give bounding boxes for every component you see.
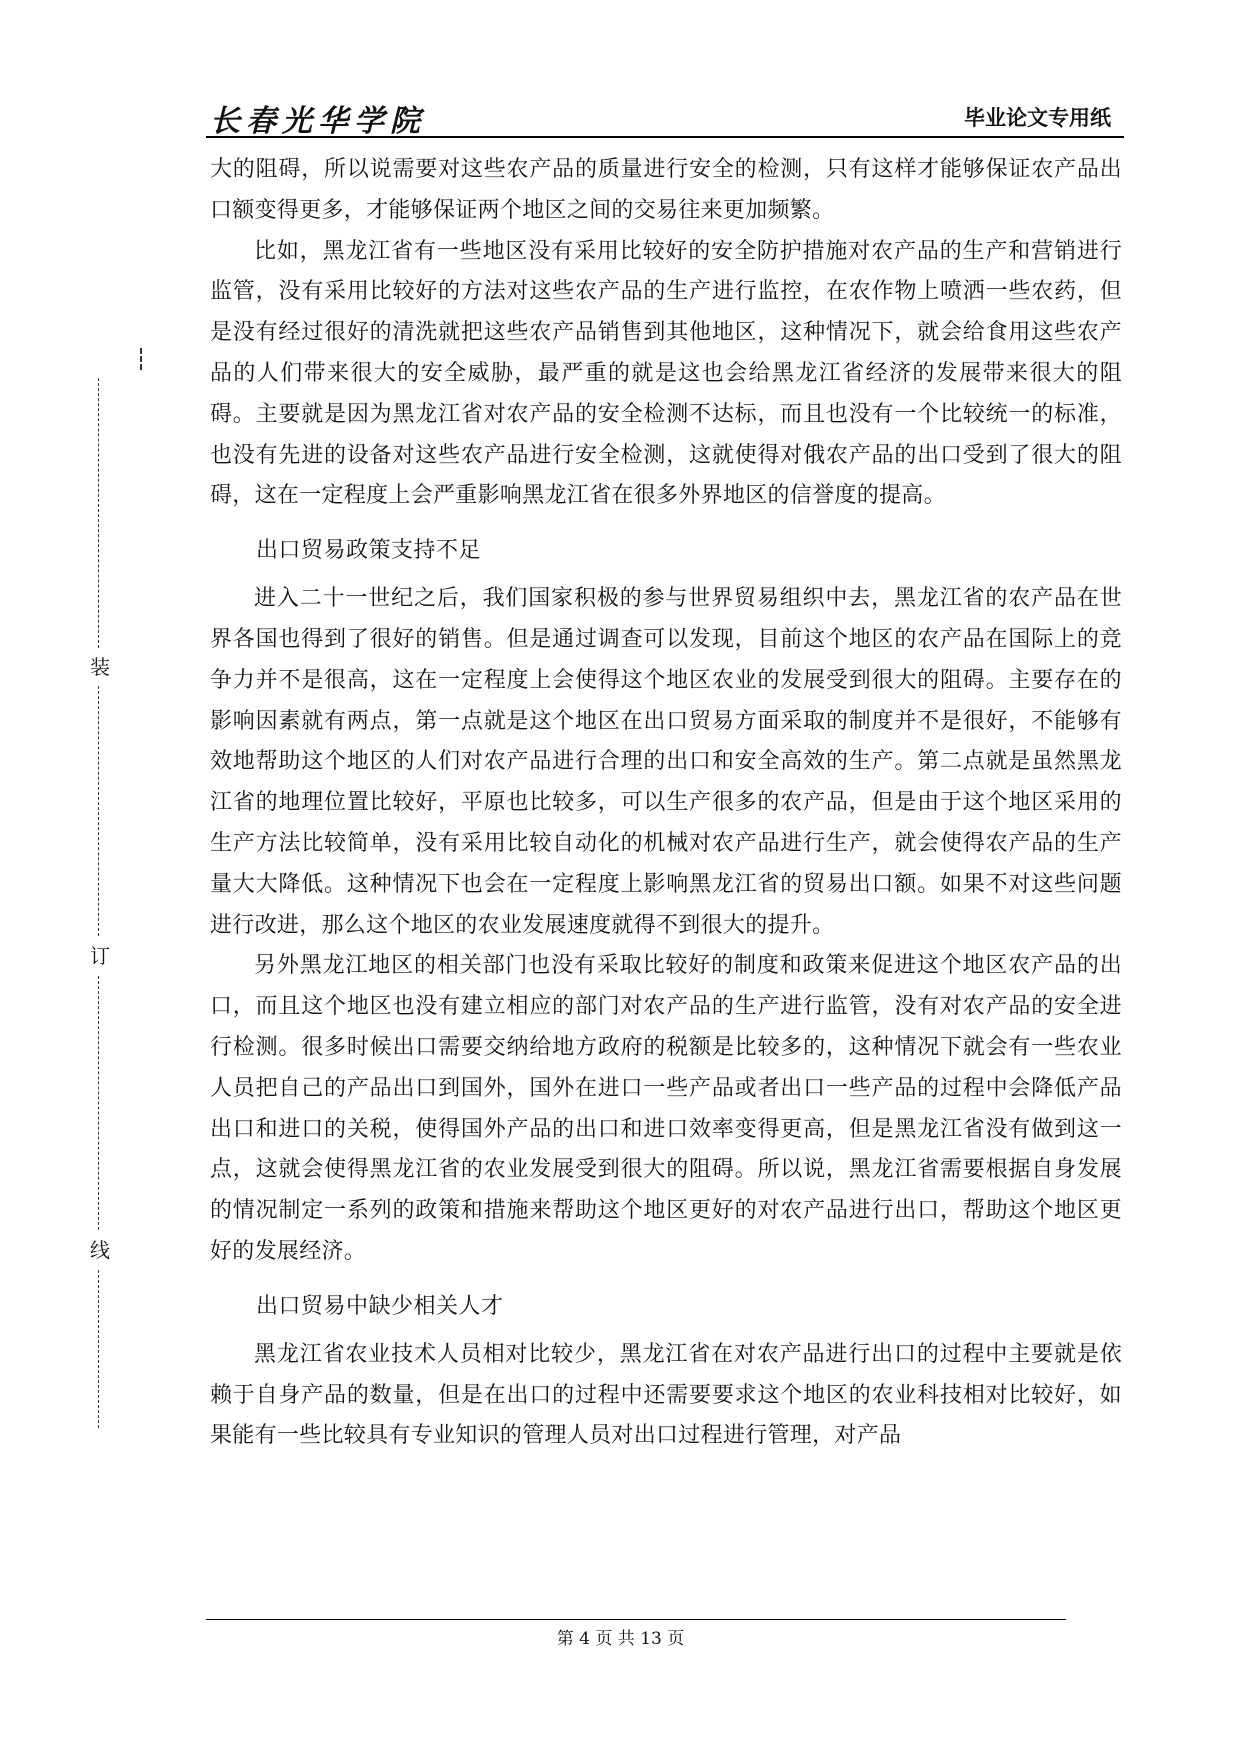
binding-mark-top — [140, 348, 142, 370]
school-logo-text: 长春光华学院 — [210, 104, 426, 139]
paragraph-1: 大的阻碍，所以说需要对这些农产品的质量进行安全的检测，只有这样才能够保证农产品出口额变得更多，才能够保证两个地区之间的交易往来更加频繁。 — [210, 157, 1122, 223]
paragraph-3: 进入二十一世纪之后，我们国家积极的参与世界贸易组织中去，黑龙江省的农产品在世界各国也得到了很好的销售。但是通过调查可以发现，目前这个地区的农产品在国际上的竞争力并不是很高，这在一定程度上会使得这个地区农业的发展受到很大的阻碍。主要存在的影响因素就有两点，第一点就是这个地区在出口贸易方面采取的制度并不是很好，不能够有效地帮助这个地区的人们对农产品进行合理的出口和安全高效的生产。第二点就是虽然黑龙江省的地理位置比较好，平原也比较多，可以生产很多的农产品，但是由于这个地区采用的生产方法比较简单，没有采用比较自动化的机械对农产品进行生产，就会使得农产品的生产量大大降低。这种情况下也会在一定程度上影响黑龙江省的贸易出口额。如果不对这些问题进行改进，那么这个地区的农业发展速度就得不到很大的提升。 — [210, 586, 1122, 938]
binding-char-zhuang: 装 — [90, 655, 110, 679]
document-body — [210, 150, 1122, 1457]
binding-line-2 — [98, 686, 99, 936]
section-heading-2: 出口贸易中缺少相关人才 — [256, 1293, 504, 1319]
binding-line-4 — [98, 1270, 99, 1428]
binding-line-3 — [98, 976, 99, 1230]
section-heading-1: 出口贸易政策支持不足 — [256, 538, 482, 564]
footer-rule — [206, 1619, 1066, 1620]
paper-title: 毕业论文专用纸 — [964, 106, 1111, 130]
page-number: 第 4 页 共 13 页 — [556, 1629, 685, 1649]
paragraph-4: 另外黑龙江地区的相关部门也没有采取比较好的制度和政策来促进这个地区农产品的出口，而且这个地区也没有建立相应的部门对农产品的生产进行监管，没有对农产品的安全进行检测。很多时候出口需要交纳给地方政府的税额是比较多的，这种情况下就会有一些农业人员把自己的产品出口到国外，国外在进口一些产品或者出口一些产品的过程中会降低产品出口和进口的关税，使得国外产品的出口和进口效率变得更高，但是黑龙江省没有做到这一点，这就会使得黑龙江省的农业发展受到很大的阻碍。所以说，黑龙江省需要根据自身发展的情况制定一系列的政策和措施来帮助这个地区更好的对农产品进行出口，帮助这个地区更好的发展经济。 — [210, 953, 1122, 1264]
binding-char-ding: 订 — [90, 944, 110, 968]
binding-line-1 — [98, 378, 99, 648]
header-rule — [206, 136, 1124, 138]
binding-char-xian: 线 — [90, 1238, 110, 1262]
paragraph-2: 比如，黑龙江省有一些地区没有采用比较好的安全防护措施对农产品的生产和营销进行监管，没有采用比较好的方法对这些农产品的生产进行监控，在农作物上喷洒一些农药，但是没有经过很好的清洗就把这些农产品销售到其他地区，这种情况下，就会给食用这些农产品的人们带来很大的安全威胁，最严重的就是这也会给黑龙江省经济的发展带来很大的阻碍。主要就是因为黑龙江省对农产品的安全检测不达标，而且也没有一个比较统一的标准，也没有先进的设备对这些农产品进行安全检测，这就使得对俄农产品的出口受到了很大的阻碍，这在一定程度上会严重影响黑龙江省在很多外界地区的信誉度的提高。 — [210, 238, 1122, 509]
paragraph-5: 黑龙江省农业技术人员相对比较少，黑龙江省在对农产品进行出口的过程中主要就是依赖于自身产品的数量，但是在出口的过程中还需要要求这个地区的农业科技相对比较好，如果能有一些比较具有专业知识的管理人员对出口过程进行管理，对产品 — [210, 1341, 1122, 1449]
